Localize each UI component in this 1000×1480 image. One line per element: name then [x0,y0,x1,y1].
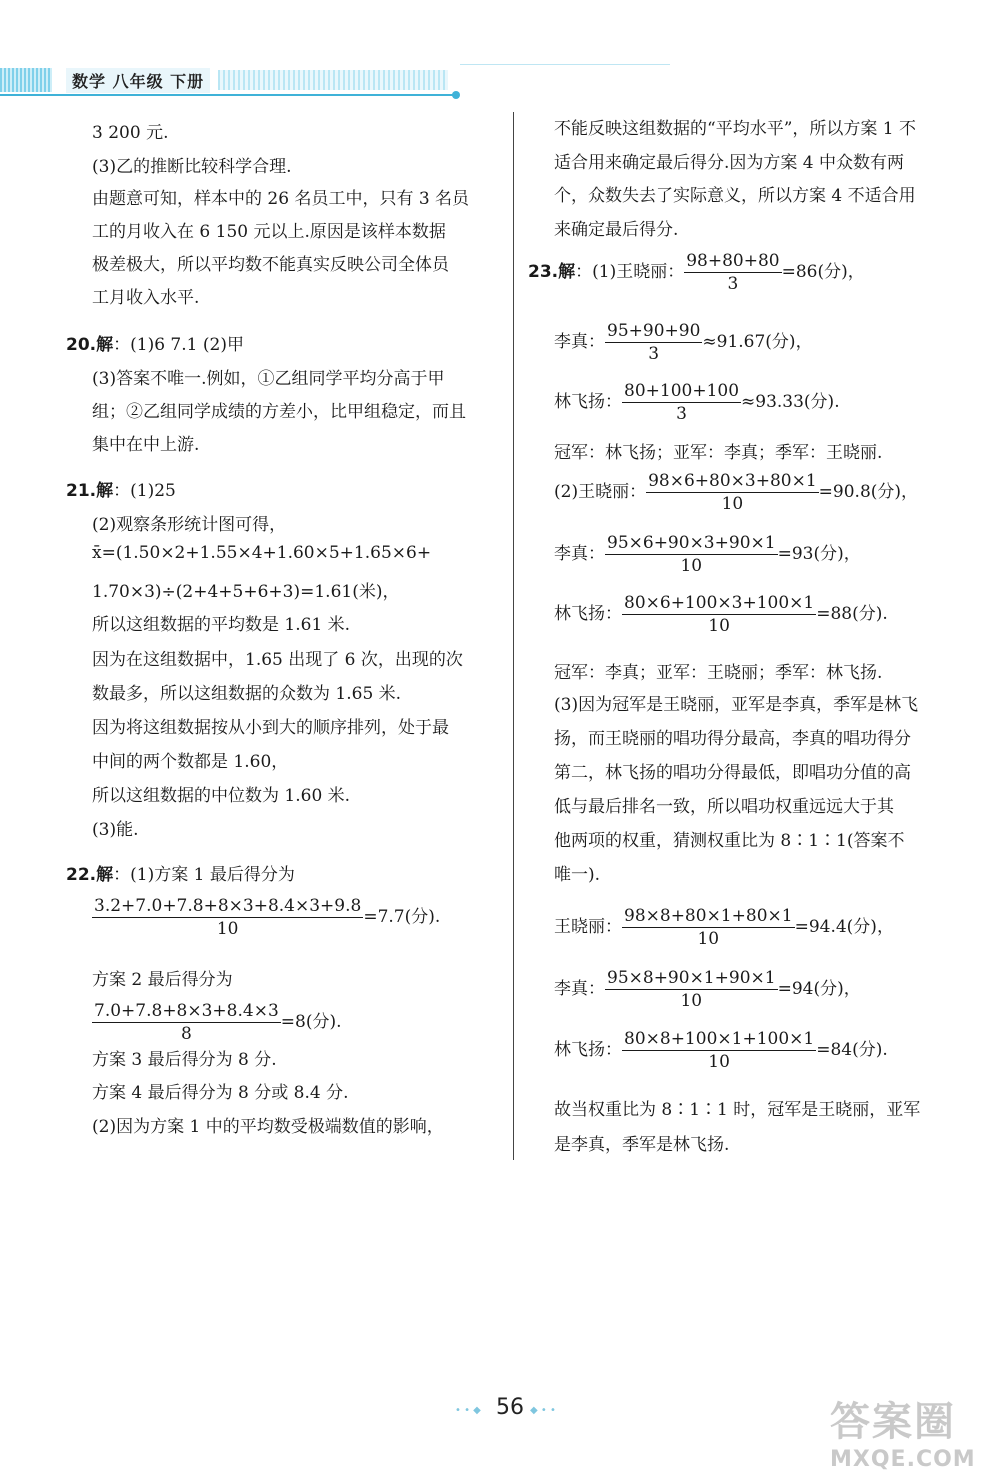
answer-line [92,430,199,455]
fraction-numerator: 98×6+80×3+80×1 [648,471,817,491]
line-text: 扬，而王晓丽的唱功得分最高，李真的唱功得分 [554,729,911,749]
line-text: 所以这组数据的平均数是 1.61 米. [92,615,351,635]
answer-line [92,1078,349,1103]
answer-line [554,690,918,715]
line-text: (3)答案不唯一.例如，①乙组同学平均分高于甲 [92,369,445,389]
line-text: 组；②乙组同学成绩的方差小，比甲组稳定，而且 [92,402,466,422]
fraction [605,320,702,365]
line-text: 是李真，季军是林飞扬. [554,1135,730,1155]
page-number-decoration-left: • • ◆ [455,1405,481,1416]
line-text: ：(1)6 7.1 (2)甲 [113,335,244,355]
line-text: 低与最后排名一致，所以唱功权重远远大于其 [554,797,894,817]
header-thin-rule [460,64,670,65]
line-text: 所以这组数据的中位数为 1.60 米. [92,786,351,806]
answer-line [92,543,431,563]
fraction-denominator: 3 [676,404,687,424]
fraction-denominator: 10 [216,919,239,939]
watermark-bottom-text: MXQE.COM [830,1447,976,1472]
watermark-top-text: 答案圈 [830,1399,956,1445]
line-text: 1.70×3)÷(2+4+5+6+3)=1.61(米)， [92,582,400,602]
answer-line [92,815,138,840]
line-text: 唯一). [554,865,601,885]
answer-line [92,645,463,670]
line-text: 故当权重比为 8∶1∶1 时，冠军是王晓丽，亚军 [554,1100,921,1120]
fraction-label: 林飞扬： [554,604,622,624]
answer-line [92,1112,444,1137]
line-text: (3)因为冠军是王晓丽，亚军是李真，季军是林飞 [554,695,919,715]
fraction-result: =8(分). [280,1012,342,1032]
line-text: 第二，林飞扬的唱功分得最低，即唱功分值的高 [554,763,911,783]
answer-line [554,724,911,749]
line-text: 他两项的权重，猜测权重比为 8∶1∶1(答案不 [554,831,905,851]
fraction-denominator: 3 [648,344,660,364]
line-text: 不能反映这组数据的“平均水平”，所以方案 1 不 [554,119,917,139]
fraction-label: 李真： [554,544,605,564]
fraction [622,1028,816,1073]
header-rule [0,94,455,96]
line-text: 方案 4 最后得分为 8 分或 8.4 分. [92,1083,349,1103]
fraction-label: ：(1)王晓丽： [575,262,685,282]
fraction-result: =93(分)， [777,544,861,564]
line-text: 3 200 元. [92,123,169,143]
fraction-denominator: 10 [708,616,730,636]
answer-line [554,860,600,885]
answer-line [554,1130,729,1155]
answer-line [554,1095,920,1120]
fraction-result: =90.8(分)， [818,482,919,502]
column-divider [513,112,514,1160]
fraction [684,250,781,295]
fraction-numerator: 98×8+80×1+80×1 [624,906,793,926]
answer-line [92,364,444,389]
score-fraction [554,532,861,577]
scheme-1-fraction [92,895,440,940]
answer-line [554,114,916,139]
answer-line [92,217,446,242]
fraction-denominator: 10 [721,494,744,514]
fraction-numerator: 3.2+7.0+7.8+8×3+8.4×3+9.8 [94,896,362,916]
fraction [92,1000,281,1045]
score-fraction [528,250,865,295]
fraction-denominator: 3 [727,274,739,294]
fraction-label: 王晓丽： [554,917,622,937]
score-fraction [554,320,813,365]
fraction-result: ≈91.67(分)， [702,332,813,352]
line-text: 冠军：李真；亚军：王晓丽；季军：林飞扬. [554,663,883,683]
scheme-2-fraction [92,1000,342,1045]
fraction-numerator: 95+90+90 [607,321,701,341]
line-text: 因为将这组数据按从小到大的顺序排列，处于最 [92,718,449,738]
line-text: 个，众数失去了实际意义，所以方案 4 不适合用 [554,186,916,206]
fraction-result: =84(分). [816,1040,888,1060]
line-text: (3)能. [92,820,139,840]
score-fraction [554,905,894,950]
answer-line [554,758,911,783]
answer-line [92,747,288,772]
line-text: (3)乙的推断比较科学合理. [92,157,292,177]
fraction-result: =94.4(分)， [794,917,894,937]
answer-line [554,215,678,240]
answer-line [92,965,233,990]
fraction-numerator: 95×6+90×3+90×1 [607,533,776,553]
line-text: 冠军：林飞扬；亚军：李真；季军：王晓丽. [554,443,883,463]
fraction-numerator: 80×8+100×1+100×1 [624,1029,815,1049]
answer-line [92,577,399,602]
fraction-numerator: 98+80+80 [686,251,780,271]
question-number: 20.解 [66,335,114,355]
line-text: (2)因为方案 1 中的平均数受极端数值的影响， [92,1117,444,1137]
answer-line [92,118,168,143]
answer-line [554,792,894,817]
line-text: (2)观察条形统计图可得， [92,515,287,535]
answer-line [92,713,449,738]
page-number: 56 [496,1395,524,1420]
answer-line [92,610,350,635]
answer-line [92,397,466,422]
fraction-denominator: 10 [697,929,720,949]
line-text: 数最多，所以这组数据的众数为 1.65 米. [92,684,402,704]
fraction [605,967,778,1012]
fraction [646,470,819,515]
line-text: 工的月收入在 6 150 元以上.原因是该样本数据 [92,222,446,242]
answer-line [92,184,469,209]
score-fraction [554,1028,888,1073]
answer-line [66,860,295,885]
header-title: 数学 八年级 下册 [66,68,210,93]
question-number: 23.解 [528,262,576,282]
line-text: 因为在这组数据中，1.65 出现了 6 次，出现的次 [92,650,463,670]
fraction-denominator: 10 [708,1052,730,1072]
answer-line [92,1045,277,1070]
answer-line [92,679,401,704]
line-text: 工月收入水平. [92,288,200,308]
line-text: ：(1)方案 1 最后得分为 [113,865,295,885]
fraction [622,592,816,637]
header-band-decoration [218,70,448,90]
fraction-result: =88(分). [816,604,888,624]
fraction [622,380,741,425]
fraction-result: =94(分)， [777,979,861,999]
fraction-label: 林飞扬： [554,1040,622,1060]
fraction-numerator: 80+100+100 [624,381,740,401]
answer-line [554,658,882,683]
answer-line [92,250,449,275]
line-text: 集中在中上游. [92,435,200,455]
answer-line [92,510,286,535]
answer-line [554,826,904,851]
fraction-numerator: 80×6+100×3+100×1 [624,593,815,613]
fraction-denominator: 8 [180,1024,192,1044]
fraction-result: =7.7(分). [363,907,441,927]
score-fraction [554,967,861,1012]
fraction-label: 李真： [554,979,605,999]
score-fraction [554,470,918,515]
fraction-label: 李真： [554,332,605,352]
fraction-numerator: 7.0+7.8+8×3+8.4×3 [94,1001,279,1021]
line-text: x̄=(1.50×2+1.55×4+1.60×5+1.65×6+ [92,543,432,563]
answer-line [554,181,916,206]
question-number: 21.解 [66,481,114,501]
line-text: 方案 2 最后得分为 [92,970,233,990]
line-text: 方案 3 最后得分为 8 分. [92,1050,277,1070]
watermark-logo [830,1390,990,1470]
fraction-result: =86(分)， [781,262,865,282]
answer-line [554,148,904,173]
question-number: 22.解 [66,865,114,885]
answer-line [66,476,176,501]
fraction-numerator: 95×8+90×1+90×1 [607,968,776,988]
page-number-decoration-right: ◆ • • [530,1405,556,1416]
answer-line [554,438,882,463]
answer-line [66,330,244,355]
line-text: 中间的两个数都是 1.60， [92,752,289,772]
score-fraction [554,592,888,637]
fraction-result: ≈93.33(分). [741,392,840,412]
fraction-denominator: 10 [680,556,703,576]
line-text: 适合用来确定最后得分.因为方案 4 中众数有两 [554,153,905,173]
header-stripe-decoration [0,68,52,92]
fraction-label: (2)王晓丽： [554,482,647,502]
line-text: 来确定最后得分. [554,220,679,240]
score-fraction [554,380,840,425]
line-text: ：(1)25 [113,481,176,501]
fraction-label: 林飞扬： [554,392,622,412]
line-text: 极差极大，所以平均数不能真实反映公司全体员 [92,255,449,275]
header-dot [452,91,460,99]
line-text: 由题意可知，样本中的 26 名员工中，只有 3 名员 [92,189,470,209]
fraction-denominator: 10 [680,991,703,1011]
answer-line [92,152,291,177]
fraction [605,532,778,577]
page-header [0,60,1000,100]
answer-line [92,283,199,308]
fraction [622,905,795,950]
fraction [92,895,363,940]
answer-line [92,781,350,806]
